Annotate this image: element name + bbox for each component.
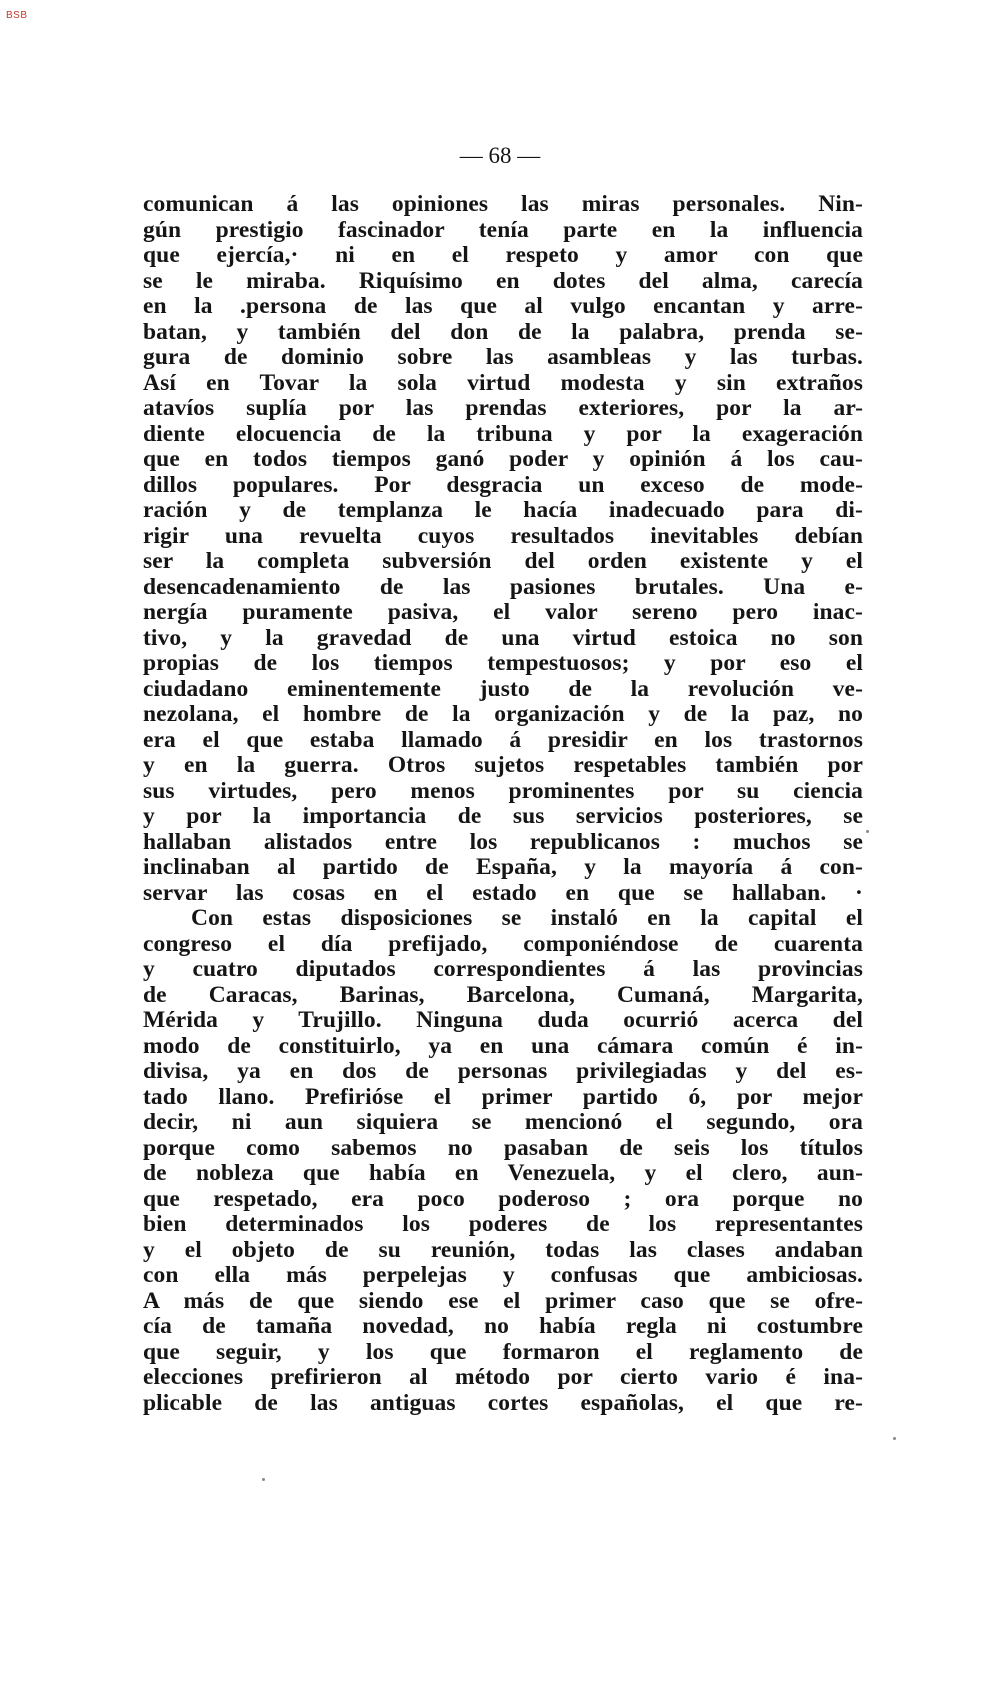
text-line: desencadenamiento de las pasiones brutales. Una e-	[143, 573, 863, 600]
text-line: sus virtudes, pero menos prominentes por su ciencia	[143, 777, 863, 804]
text-line: ración y de templanza le hacía inadecuado para di-	[143, 497, 863, 523]
text-line: Así en Tovar la sola virtud modesta y sin extraños	[143, 369, 863, 396]
text-line: hallaban alistados entre los republicanos : muchos se	[143, 828, 863, 855]
text-line: elecciones prefirieron al método por cierto vario é ina-	[143, 1364, 863, 1390]
text-line: nezolana, el hombre de la organización y de la paz, no	[143, 701, 863, 727]
text-line: y en la guerra. Otros sujetos respetables también por	[143, 752, 863, 778]
text-line: y el objeto de su reunión, todas las clases andaban	[143, 1236, 863, 1263]
text-line: de nobleza que había en Venezuela, y el clero, aun-	[143, 1160, 863, 1186]
text-line: que seguir, y los que formaron el reglamento de	[143, 1338, 863, 1365]
text-line: A más de que siendo ese el primer caso que se ofre-	[143, 1287, 863, 1314]
library-mark: BSB	[6, 10, 28, 21]
text-line: inclinaban al partido de España, y la mayoría á con-	[143, 854, 863, 880]
text-line: cía de tamaña novedad, no había regla ni costumbre	[143, 1313, 863, 1339]
text-line: comunican á las opiniones las miras personales. Nin-	[143, 191, 863, 217]
text-line: porque como sabemos no pasaban de seis los títulos	[143, 1134, 863, 1161]
text-line: atavíos suplía por las prendas exteriores, por la ar-	[143, 395, 863, 421]
text-line: modo de constituirlo, ya en una cámara común é in-	[143, 1032, 863, 1059]
text-line: dillos populares. Por desgracia un exceso de mode-	[143, 471, 863, 498]
text-line: bien determinados los poderes de los representantes	[143, 1211, 863, 1237]
text-line: ser la completa subversión del orden existente y el	[143, 548, 863, 574]
text-line: propias de los tiempos tempestuosos; y por eso el	[143, 650, 863, 676]
text-line: de Caracas, Barinas, Barcelona, Cumaná, Margarita,	[143, 981, 863, 1008]
text-line: con ella más perpelejas y confusas que ambiciosas.	[143, 1262, 863, 1288]
text-line: que en todos tiempos ganó poder y opinión á los cau-	[143, 446, 863, 472]
page-speck	[866, 830, 869, 833]
text-line: servar las cosas en el estado en que se hallaban. ·	[143, 879, 863, 906]
text-line: rigir una revuelta cuyos resultados inevitables debían	[143, 522, 863, 549]
text-line: congreso el día prefijado, componiéndose de cuarenta	[143, 930, 863, 957]
text-line: divisa, ya en dos de personas privilegiadas y del es-	[143, 1058, 863, 1084]
text-line: tivo, y la gravedad de una virtud estoica no son	[143, 624, 863, 651]
page-speck	[262, 1478, 265, 1481]
text-line: gún prestigio fascinador tenía parte en la influencia	[143, 216, 863, 243]
text-line: que ejercía,· ni en el respeto y amor con que	[143, 242, 863, 268]
text-line: diente elocuencia de la tribuna y por la exageración	[143, 420, 863, 447]
text-line: tado llano. Prefirióse el primer partido ó, por mejor	[143, 1083, 863, 1110]
text-line: batan, y también del don de la palabra, prenda se-	[143, 318, 863, 345]
body-text	[143, 192, 863, 1416]
text-line: que respetado, era poco poderoso ; ora porque no	[143, 1185, 863, 1212]
text-line: nergía puramente pasiva, el valor sereno pero inac-	[143, 599, 863, 625]
text-line: Mérida y Trujillo. Ninguna duda ocurrió acerca del	[143, 1007, 863, 1033]
text-line: y por la importancia de sus servicios posteriores, se	[143, 803, 863, 829]
page-number: — 68 —	[459, 143, 541, 168]
text-line: gura de dominio sobre las asambleas y las turbas.	[143, 344, 863, 370]
text-line: se le miraba. Riquísimo en dotes del alma, carecía	[143, 267, 863, 294]
text-line: ciudadano eminentemente justo de la revolución ve-	[143, 675, 863, 702]
text-line: y cuatro diputados correspondientes á las provincias	[143, 956, 863, 982]
text-line: Con estas disposiciones se instaló en la capital el	[191, 905, 863, 931]
text-line: era el que estaba llamado á presidir en los trastornos	[143, 726, 863, 753]
text-line: decir, ni aun siquiera se mencionó el segundo, ora	[143, 1109, 863, 1135]
text-line: plicable de las antiguas cortes españolas, el que re-	[143, 1389, 863, 1416]
text-line: en la .persona de las que al vulgo encantan y arre-	[143, 293, 863, 319]
page-speck	[893, 1437, 896, 1440]
